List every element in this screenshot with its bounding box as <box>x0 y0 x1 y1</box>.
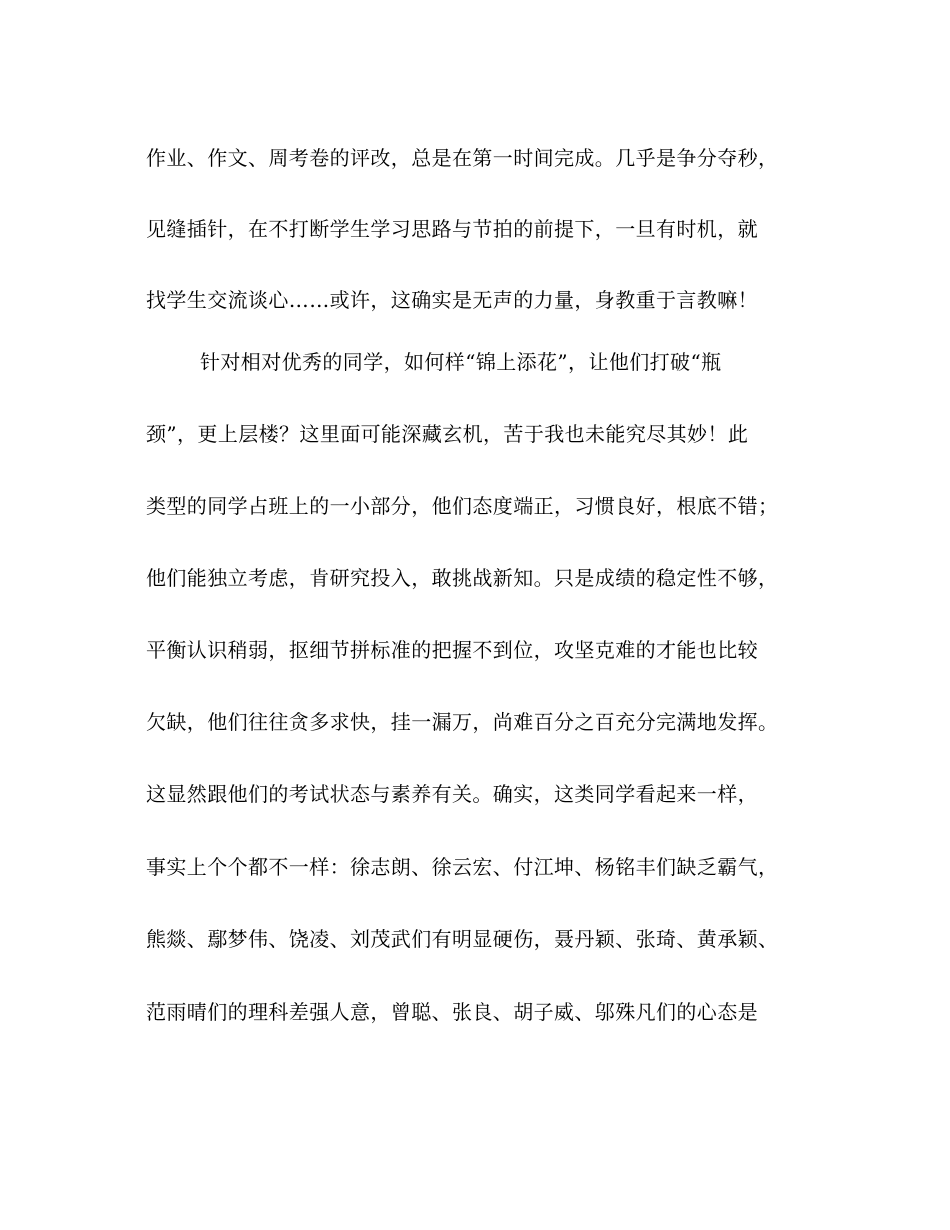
text-line-5: 颈”，更上层楼？这里面可能深藏玄机，苦于我也未能究尽其妙！此 <box>146 422 749 446</box>
text-line-1: 作业、作文、周考卷的评改，总是在第一时间完成。几乎是争分夺秒， <box>146 146 779 170</box>
text-line-9: 欠缺，他们往往贪多求快，挂一漏万，尚难百分之百充分完满地发挥。 <box>146 710 779 734</box>
text-line-3: 找学生交流谈心……或许，这确实是无声的力量，身教重于言教嘛！ <box>146 288 758 312</box>
text-line-7: 他们能独立考虑，肯研究投入，敢挑战新知。只是成绩的稳定性不够， <box>146 566 779 590</box>
text-line-10: 这显然跟他们的考试状态与素养有关。确实，这类同学看起来一样， <box>146 782 758 806</box>
text-line-8: 平衡认识稍弱，抠细节拼标准的把握不到位，攻坚克难的才能也比较 <box>146 638 758 662</box>
text-line-6: 类型的同学占班上的一小部分，他们态度端正，习惯良好，根底不错； <box>146 494 779 518</box>
text-line-13: 范雨晴们的理科差强人意，曾聪、张良、胡子威、邬殊凡们的心态是 <box>146 1000 758 1024</box>
text-line-12: 熊燚、鄢梦伟、饶凌、刘茂武们有明显硬伤，聂丹颖、张琦、黄承颖、 <box>146 927 779 951</box>
text-line-2: 见缝插针，在不打断学生学习思路与节拍的前提下，一旦有时机，就 <box>146 217 758 241</box>
paragraph-start-line: 针对相对优秀的同学，如何样“锦上添花”，让他们打破“瓶 <box>200 350 722 374</box>
text-line-11: 事实上个个都不一样：徐志朗、徐云宏、付江坤、杨铭丰们缺乏霸气， <box>146 855 779 879</box>
